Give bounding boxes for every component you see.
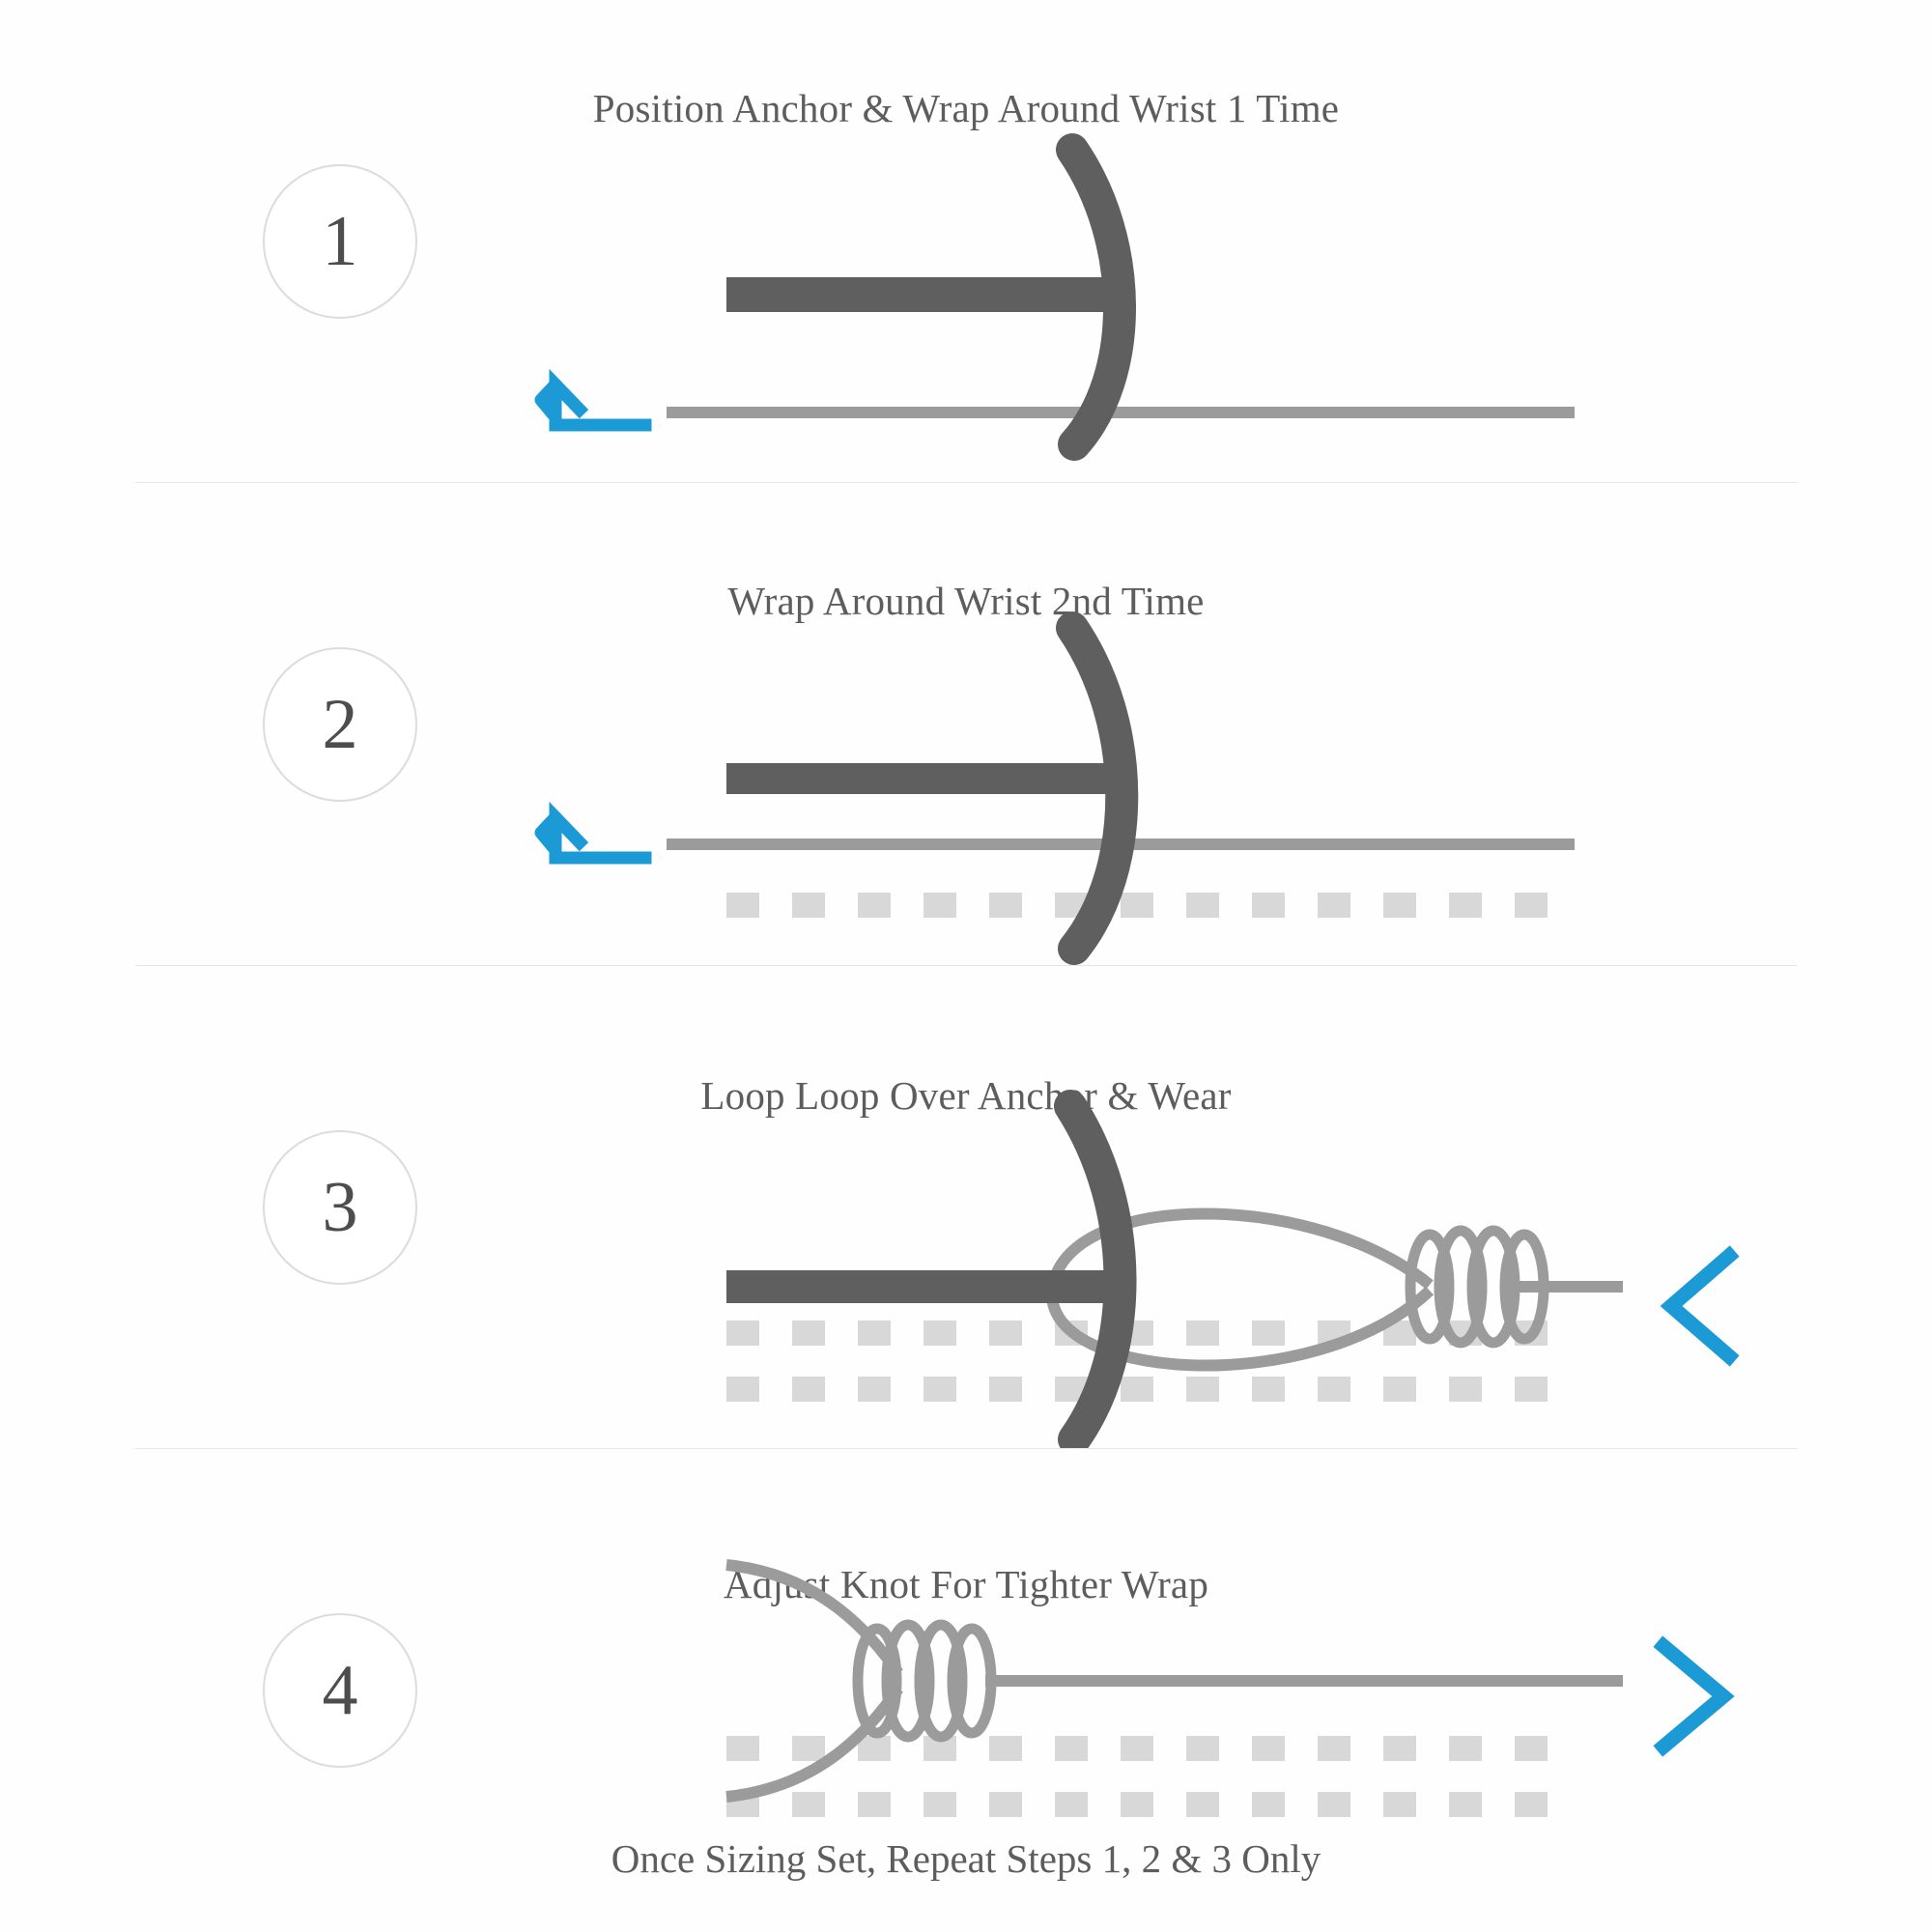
step-4-number: 4 — [322, 1650, 358, 1730]
step-3-number: 3 — [322, 1167, 358, 1247]
step-4-footnote: Once Sizing Set, Repeat Steps 1, 2 & 3 Only — [611, 1836, 1321, 1881]
dark-cord — [726, 1270, 1132, 1303]
light-cord-upper-tail — [726, 1565, 898, 1673]
arrow-left-hook-icon — [555, 384, 645, 425]
dark-cord — [726, 763, 1132, 794]
chevron-right-icon — [1663, 1646, 1723, 1747]
step-3 — [0, 966, 1932, 1449]
step-2 — [0, 483, 1932, 966]
step-4 — [0, 1449, 1932, 1932]
step-2-illustration — [0, 483, 1932, 966]
dark-cord — [726, 277, 1132, 312]
chevron-left-icon — [1671, 1256, 1729, 1356]
step-2-caption: Wrap Around Wrist 2nd Time — [727, 579, 1205, 623]
step-4-caption: Adjust Knot For Tighter Wrap — [723, 1562, 1209, 1606]
step-2-number: 2 — [322, 684, 358, 764]
wrist-wrap-dashes — [726, 1748, 1575, 1804]
step-3-caption: Loop Loop Over Anchor & Wear — [700, 1073, 1232, 1118]
step-1 — [0, 0, 1932, 483]
arrow-left-hook-icon — [555, 817, 645, 858]
step-1-number: 1 — [322, 201, 358, 281]
step-3-illustration — [0, 966, 1932, 1449]
step-1-illustration — [0, 0, 1932, 483]
step-1-caption: Position Anchor & Wrap Around Wrist 1 Time — [592, 86, 1340, 130]
